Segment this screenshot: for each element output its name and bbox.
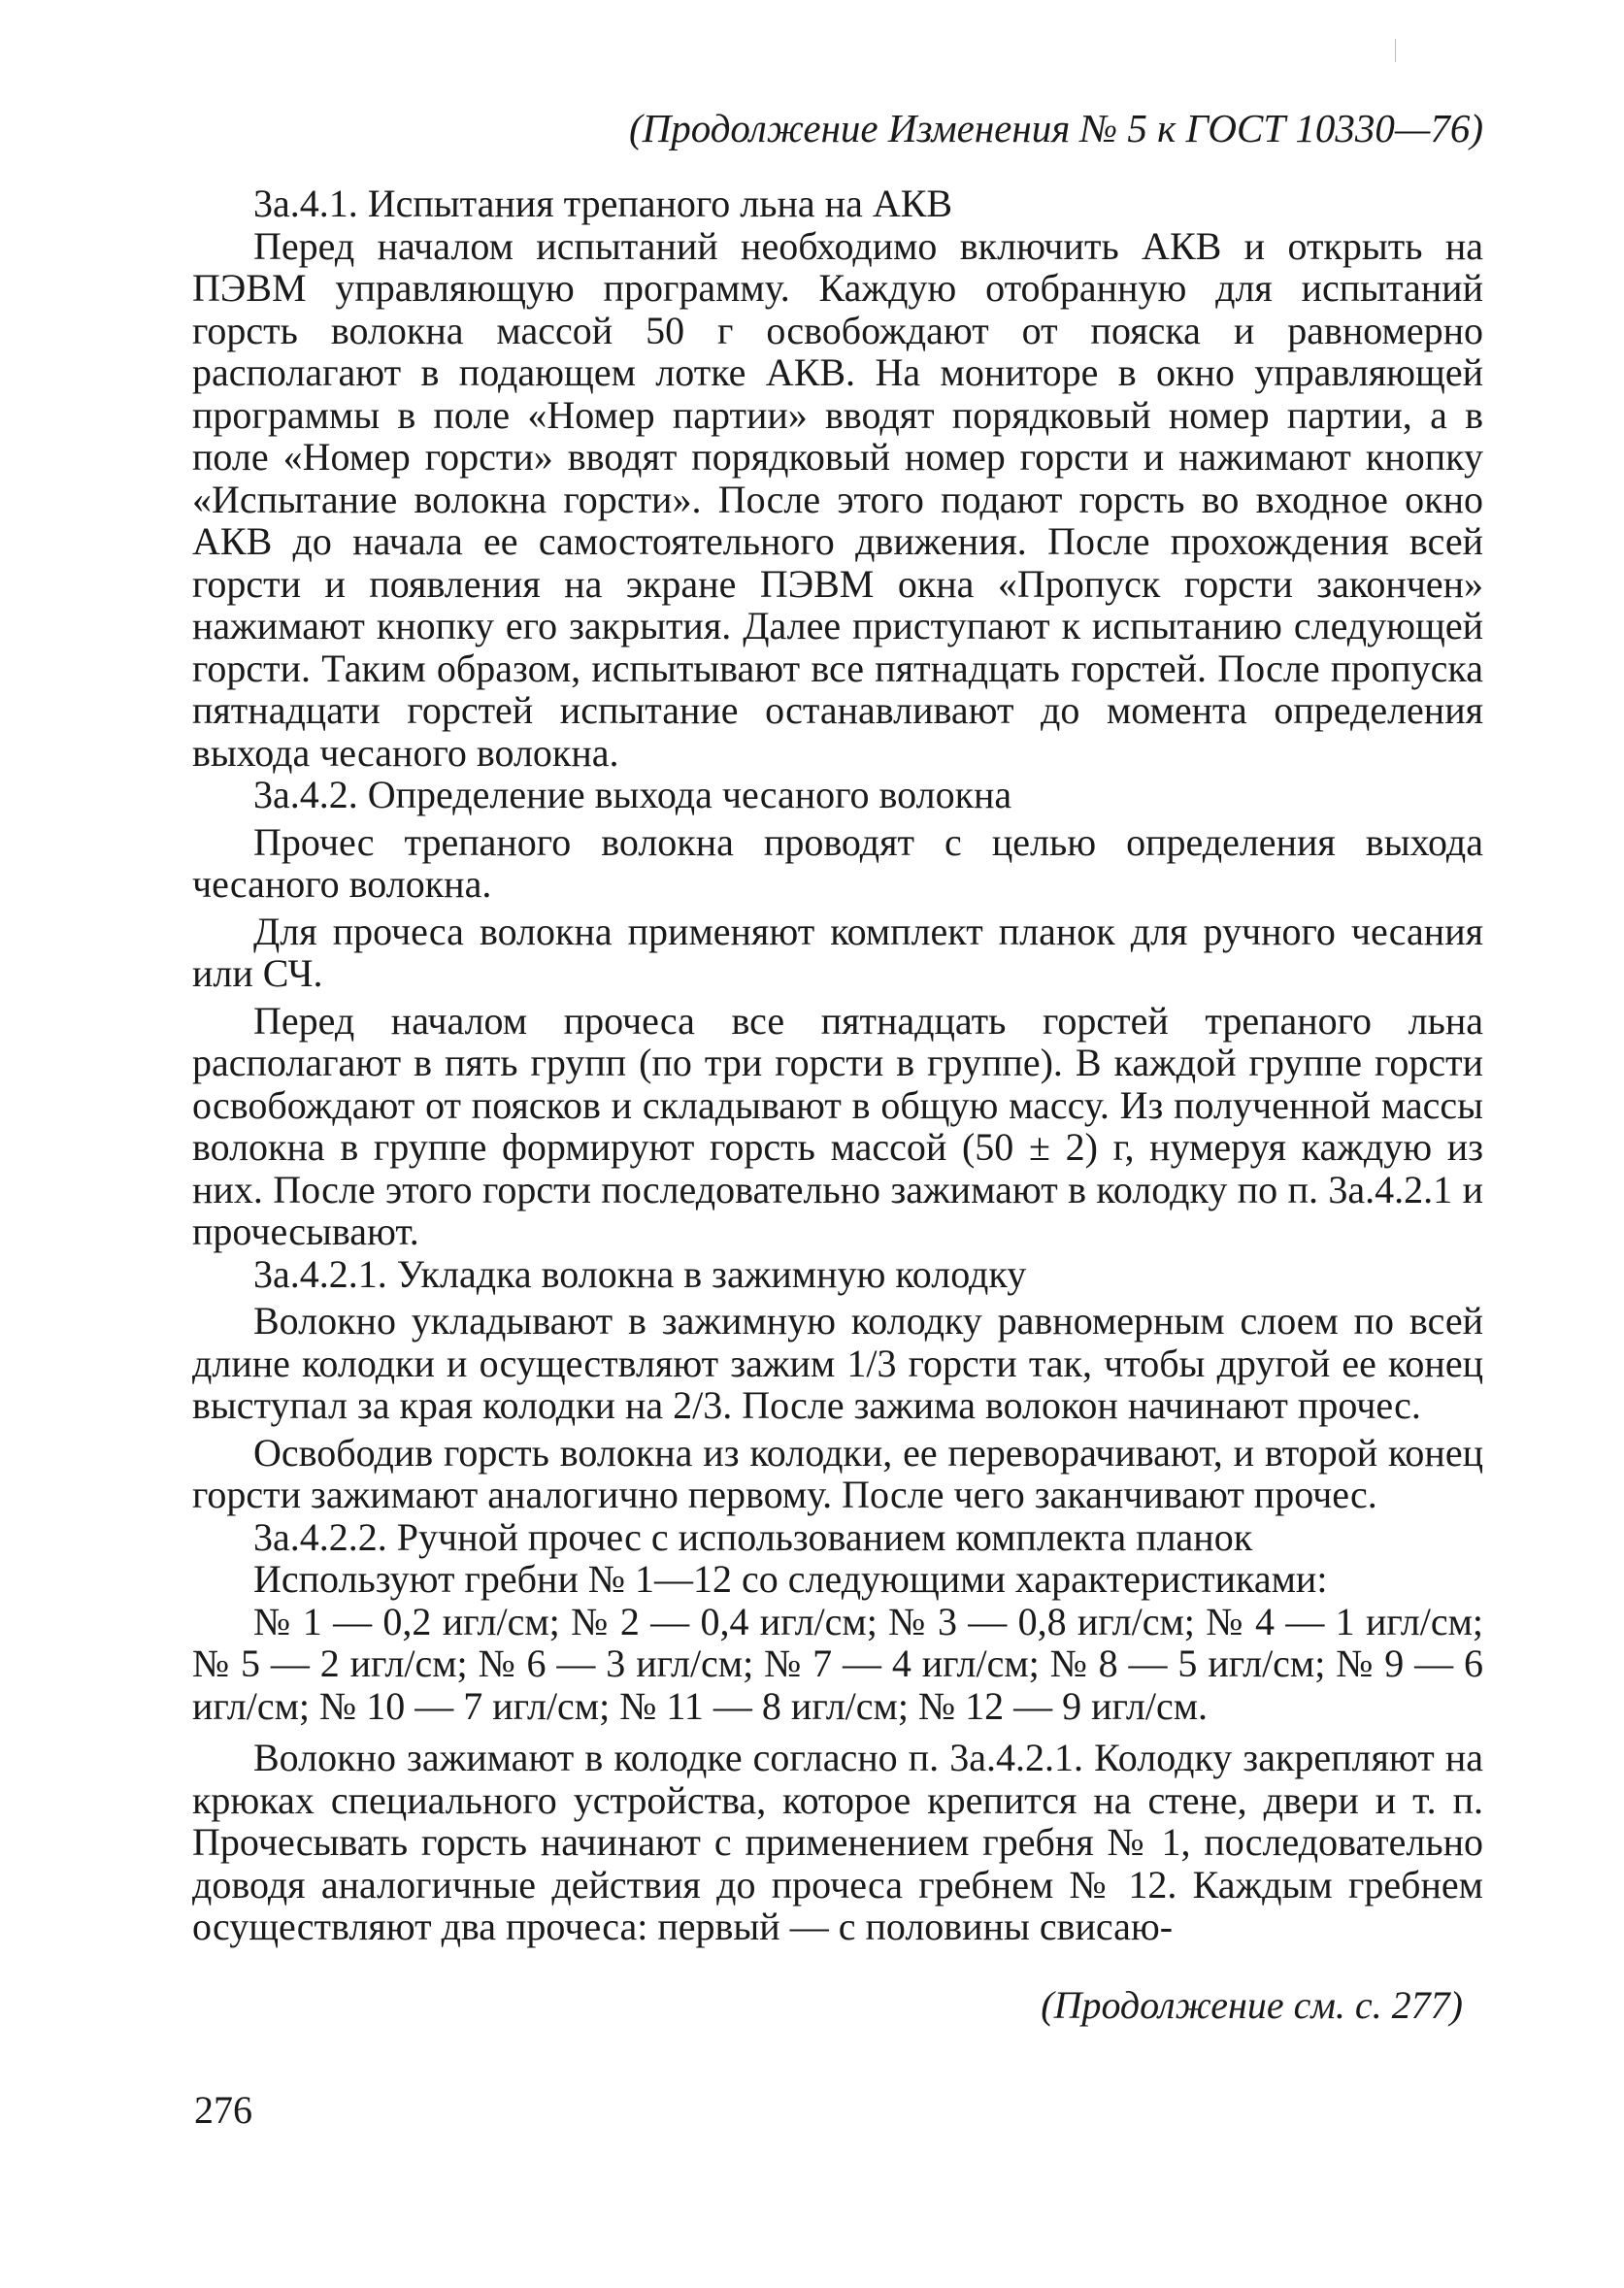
paragraph: Волокно укладывают в зажимную колодку равномерным слоем по всей длине колодки и осуществляют зажим 1/3 горсти так, чтобы другой ее конец выступал за края колодки на 2/3. После зажима волокон начинают прочес. bbox=[192, 1299, 1483, 1427]
continuation-note: (Продолжение см. с. 277) bbox=[1041, 1983, 1463, 2027]
paragraph: Освободив горсть волокна из колодки, ее переворачивают, и второй конец горсти зажимают аналогично первому. После чего заканчивают прочес. bbox=[192, 1430, 1483, 1516]
page-number: 276 bbox=[194, 2088, 252, 2132]
section-heading: 3а.4.2. Определение выхода чесаного волокна bbox=[253, 773, 1012, 816]
comb-specs: № 1 — 0,2 игл/см; № 2 — 0,4 игл/см; № 3 — 0,8 игл/см; № 4 — 1 игл/см; № 5 — 2 игл/см; № 6 — 3 игл/см; № 7 — 4 игл/см; № 8 — 5 игл/см; № 9 — 6 игл/см; № 10 — 7 игл/см; № 11 — 8 игл/см; № 12 — 9 игл/см. bbox=[192, 1599, 1483, 1728]
paragraph: Для прочеса волокна применяют комплект планок для ручного чесания или СЧ. bbox=[192, 909, 1483, 995]
paragraph: Используют гребни № 1—12 со следующими характеристиками: bbox=[253, 1557, 1328, 1601]
scan-mark bbox=[1395, 39, 1396, 62]
section-heading: 3а.4.2.1. Укладка волокна в зажимную колодку bbox=[253, 1251, 1027, 1296]
paragraph: Перед началом прочеса все пятнадцать горстей трепаного льна располагают в пять групп (по три горсти в группе). В каждой группе горсти освобождают от поясков и складывают в общую массу. Из полученной массы волокна в группе формируют горсть массой (50 ± 2) г, нумеруя каждую из них. После этого горсти последовательно зажимают в колодку по п. 3а.4.2.1 и прочесывают. bbox=[192, 998, 1483, 1253]
running-header: (Продолжение Изменения № 5 к ГОСТ 10330—76) bbox=[628, 106, 1483, 150]
paragraph: Перед началом испытаний необходимо включить АКВ и открыть на ПЭВМ управляющую программу. Каждую отобранную для испытаний горсть волокна массой 50 г освобождают от пояска и равномерно располагают в подающем лотке АКВ. На мониторе в окно управляющей программы в поле «Номер партии» вводят порядковый номер партии, а в поле «Номер горсти» вводят порядковый номер горсти и нажимают кнопку «Испытание волокна горсти». После этого подают горсть во входное окно АКВ до начала ее самостоятельного движения. После прохождения всей горсти и появления на экране ПЭВМ окна «Пропуск горсти закончен» нажимают кнопку его закрытия. Далее приступают к испытанию следующей горсти. Таким образом, испытывают все пятнадцать горстей. После пропуска пятнадцати горстей испытание останавливают до момента определения выхода чесаного волокна. bbox=[192, 223, 1483, 775]
section-heading: 3а.4.1. Испытания трепаного льна на АКВ bbox=[253, 182, 953, 225]
paragraph: Волокно зажимают в колодке согласно п. 3а.4.2.1. Колодку закрепляют на крюках специального устройства, которое крепится на стене, двери и т. п. Прочесывать горсть начинают с применением гребня № 1, последовательно доводя аналогичные действия до прочеса гребнем № 12. Каждым гребнем осуществляют два прочеса: первый — с половины свисаю- bbox=[192, 1736, 1483, 1948]
paragraph: Прочес трепаного волокна проводят с целью определения выхода чесаного волокна. bbox=[192, 819, 1483, 906]
section-heading: 3а.4.2.2. Ручной прочес с использованием комплекта планок bbox=[253, 1514, 1253, 1559]
body-text bbox=[192, 182, 1483, 1948]
